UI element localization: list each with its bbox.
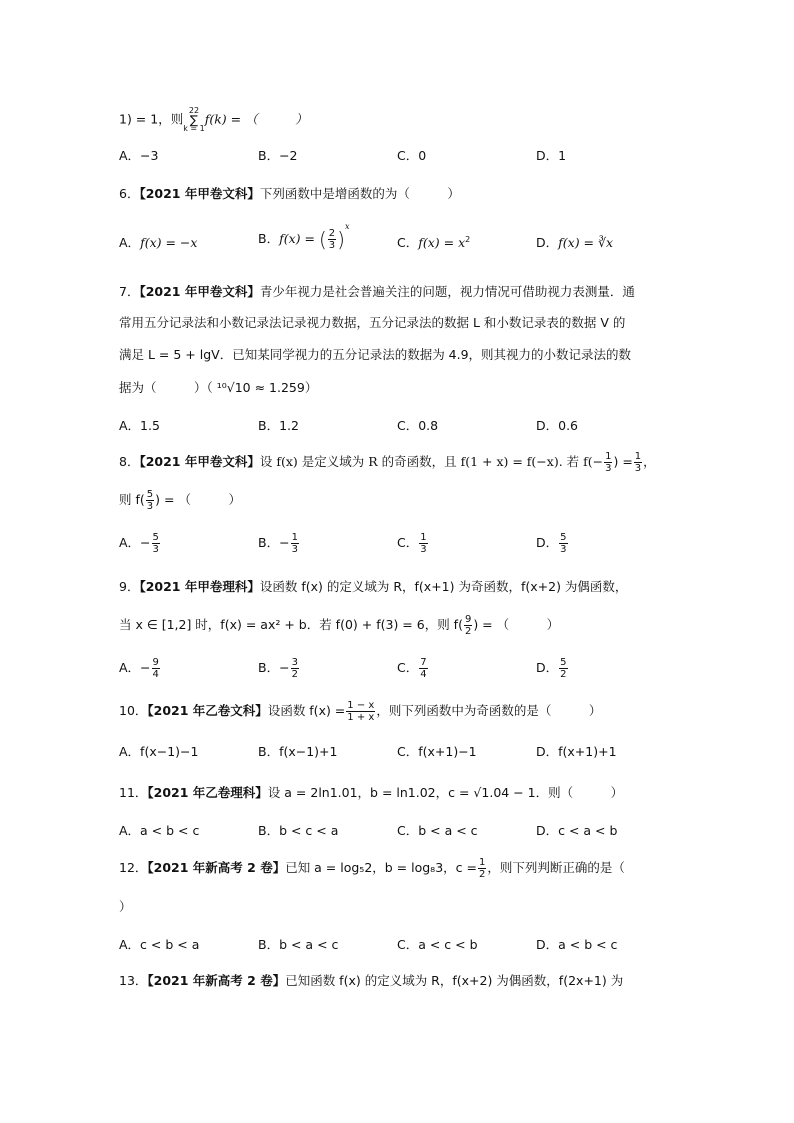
q9-stem-line2: 当 x ∈ [1,2] 时，f(x) = ax² + b．若 f(0) + f(3) = 6，则 f( $\frac{9}{2}$ ) = （ ）	[119, 614, 560, 637]
q6-option-a[interactable]: A．f(x) = −x	[119, 235, 198, 250]
q6-option-b[interactable]: B．f(x) = ( $\frac{2}{3}$ )$^x$	[258, 222, 350, 252]
q11-stem: 11．【2021 年乙卷理科】设 a = 2ln1.01，b = ln1.02，c = √1.04 − 1．则（ ）	[119, 785, 624, 800]
q9-option-b[interactable]: B．− $\frac{3}{2}$	[258, 657, 298, 680]
q10-option-a[interactable]: A．f(x−1)−1	[119, 744, 199, 759]
q5-stem-tail: 1) = 1，则 22 ∑ k = 1 f(k) = （ ）	[119, 106, 308, 133]
q12-option-b[interactable]: B．b < a < c	[258, 937, 339, 952]
q12-option-d[interactable]: D．a < b < c	[536, 937, 618, 952]
q9-option-c[interactable]: C． $\frac{7}{4}$	[397, 657, 427, 680]
q8-option-d[interactable]: D． $\frac{5}{3}$	[536, 532, 567, 555]
q12-option-c[interactable]: C．a < c < b	[397, 937, 478, 952]
q12-stem-line2: ）	[119, 899, 132, 914]
q5-option-d[interactable]: D．1	[536, 148, 567, 163]
q6-stem: 6．【2021 年甲卷文科】下列函数中是增函数的为（ ）	[119, 186, 460, 201]
q8-stem-line2: 则 f( $\frac{5}{3}$ ) = （ ）	[119, 489, 241, 512]
q10-stem: 10．【2021 年乙卷文科】设函数 f(x) = $\frac{1 - x}{1 + x}$ ，则下列函数中为奇函数的是（ ）	[119, 700, 602, 723]
q7-stem-line4: 据为（ ）（ ¹⁰√10 ≈ 1.259）	[119, 380, 318, 395]
q7-stem-line3: 满足 L = 5 + lgV．已知某同学视力的五分记录法的数据为 4.9，则其视力的小数记录法的数	[119, 347, 632, 362]
q10-option-c[interactable]: C．f(x+1)−1	[397, 744, 477, 759]
q7-option-a[interactable]: A．1.5	[119, 418, 160, 433]
q11-option-c[interactable]: C．b < a < c	[397, 823, 478, 838]
q10-option-b[interactable]: B．f(x−1)+1	[258, 744, 338, 759]
q13-stem: 13．【2021 年新高考 2 卷】已知函数 f(x) 的定义域为 R，f(x+2) 为偶函数，f(2x+1) 为	[119, 973, 624, 988]
sum-limits: 22 ∑ k = 1	[183, 106, 205, 133]
q9-option-d[interactable]: D． $\frac{5}{2}$	[536, 657, 567, 680]
q8-option-b[interactable]: B．− $\frac{1}{3}$	[258, 532, 298, 555]
q7-option-b[interactable]: B．1.2	[258, 418, 299, 433]
q5-option-a[interactable]: A．−3	[119, 148, 159, 163]
q11-option-a[interactable]: A．a < b < c	[119, 823, 200, 838]
q8-option-c[interactable]: C． $\frac{1}{3}$	[397, 532, 427, 555]
q8-stem-line1: 8．【2021 年甲卷文科】设 f(x) 是定义域为 R 的奇函数，且 f(1 + x) = f(−x). 若 f(− $\frac{1}{3}$ ) = $\frac{1}{3}$ ，	[119, 451, 656, 474]
q6-option-d[interactable]: D．f(x) = ∛x	[536, 235, 614, 250]
q5-option-c[interactable]: C．0	[397, 148, 427, 163]
q7-option-c[interactable]: C．0.8	[397, 418, 439, 433]
q9-stem-line1: 9．【2021 年甲卷理科】设函数 f(x) 的定义域为 R，f(x+1) 为奇函数，f(x+2) 为偶函数，	[119, 579, 628, 594]
q7-stem-line1: 7．【2021 年甲卷文科】青少年视力是社会普遍关注的问题，视力情况可借助视力表测量．通	[119, 284, 635, 299]
q8-option-a[interactable]: A．− $\frac{5}{3}$	[119, 532, 159, 555]
q12-stem-line1: 12．【2021 年新高考 2 卷】已知 a = log₅2，b = log₈3，c = $\frac{1}{2}$ ，则下列判断正确的是（	[119, 857, 625, 880]
q7-option-d[interactable]: D．0.6	[536, 418, 579, 433]
q9-option-a[interactable]: A．− $\frac{9}{4}$	[119, 657, 159, 680]
q5-option-b[interactable]: B．−2	[258, 148, 298, 163]
q6-option-c[interactable]: C．$f(x) = x^2$	[397, 234, 471, 250]
q12-option-a[interactable]: A．c < b < a	[119, 937, 200, 952]
q11-option-b[interactable]: B．b < c < a	[258, 823, 339, 838]
q11-option-d[interactable]: D．c < a < b	[536, 823, 618, 838]
q7-stem-line2: 常用五分记录法和小数记录法记录视力数据，五分记录法的数据 L 和小数记录表的数据 V 的	[119, 315, 626, 330]
q10-option-d[interactable]: D．f(x+1)+1	[536, 744, 617, 759]
